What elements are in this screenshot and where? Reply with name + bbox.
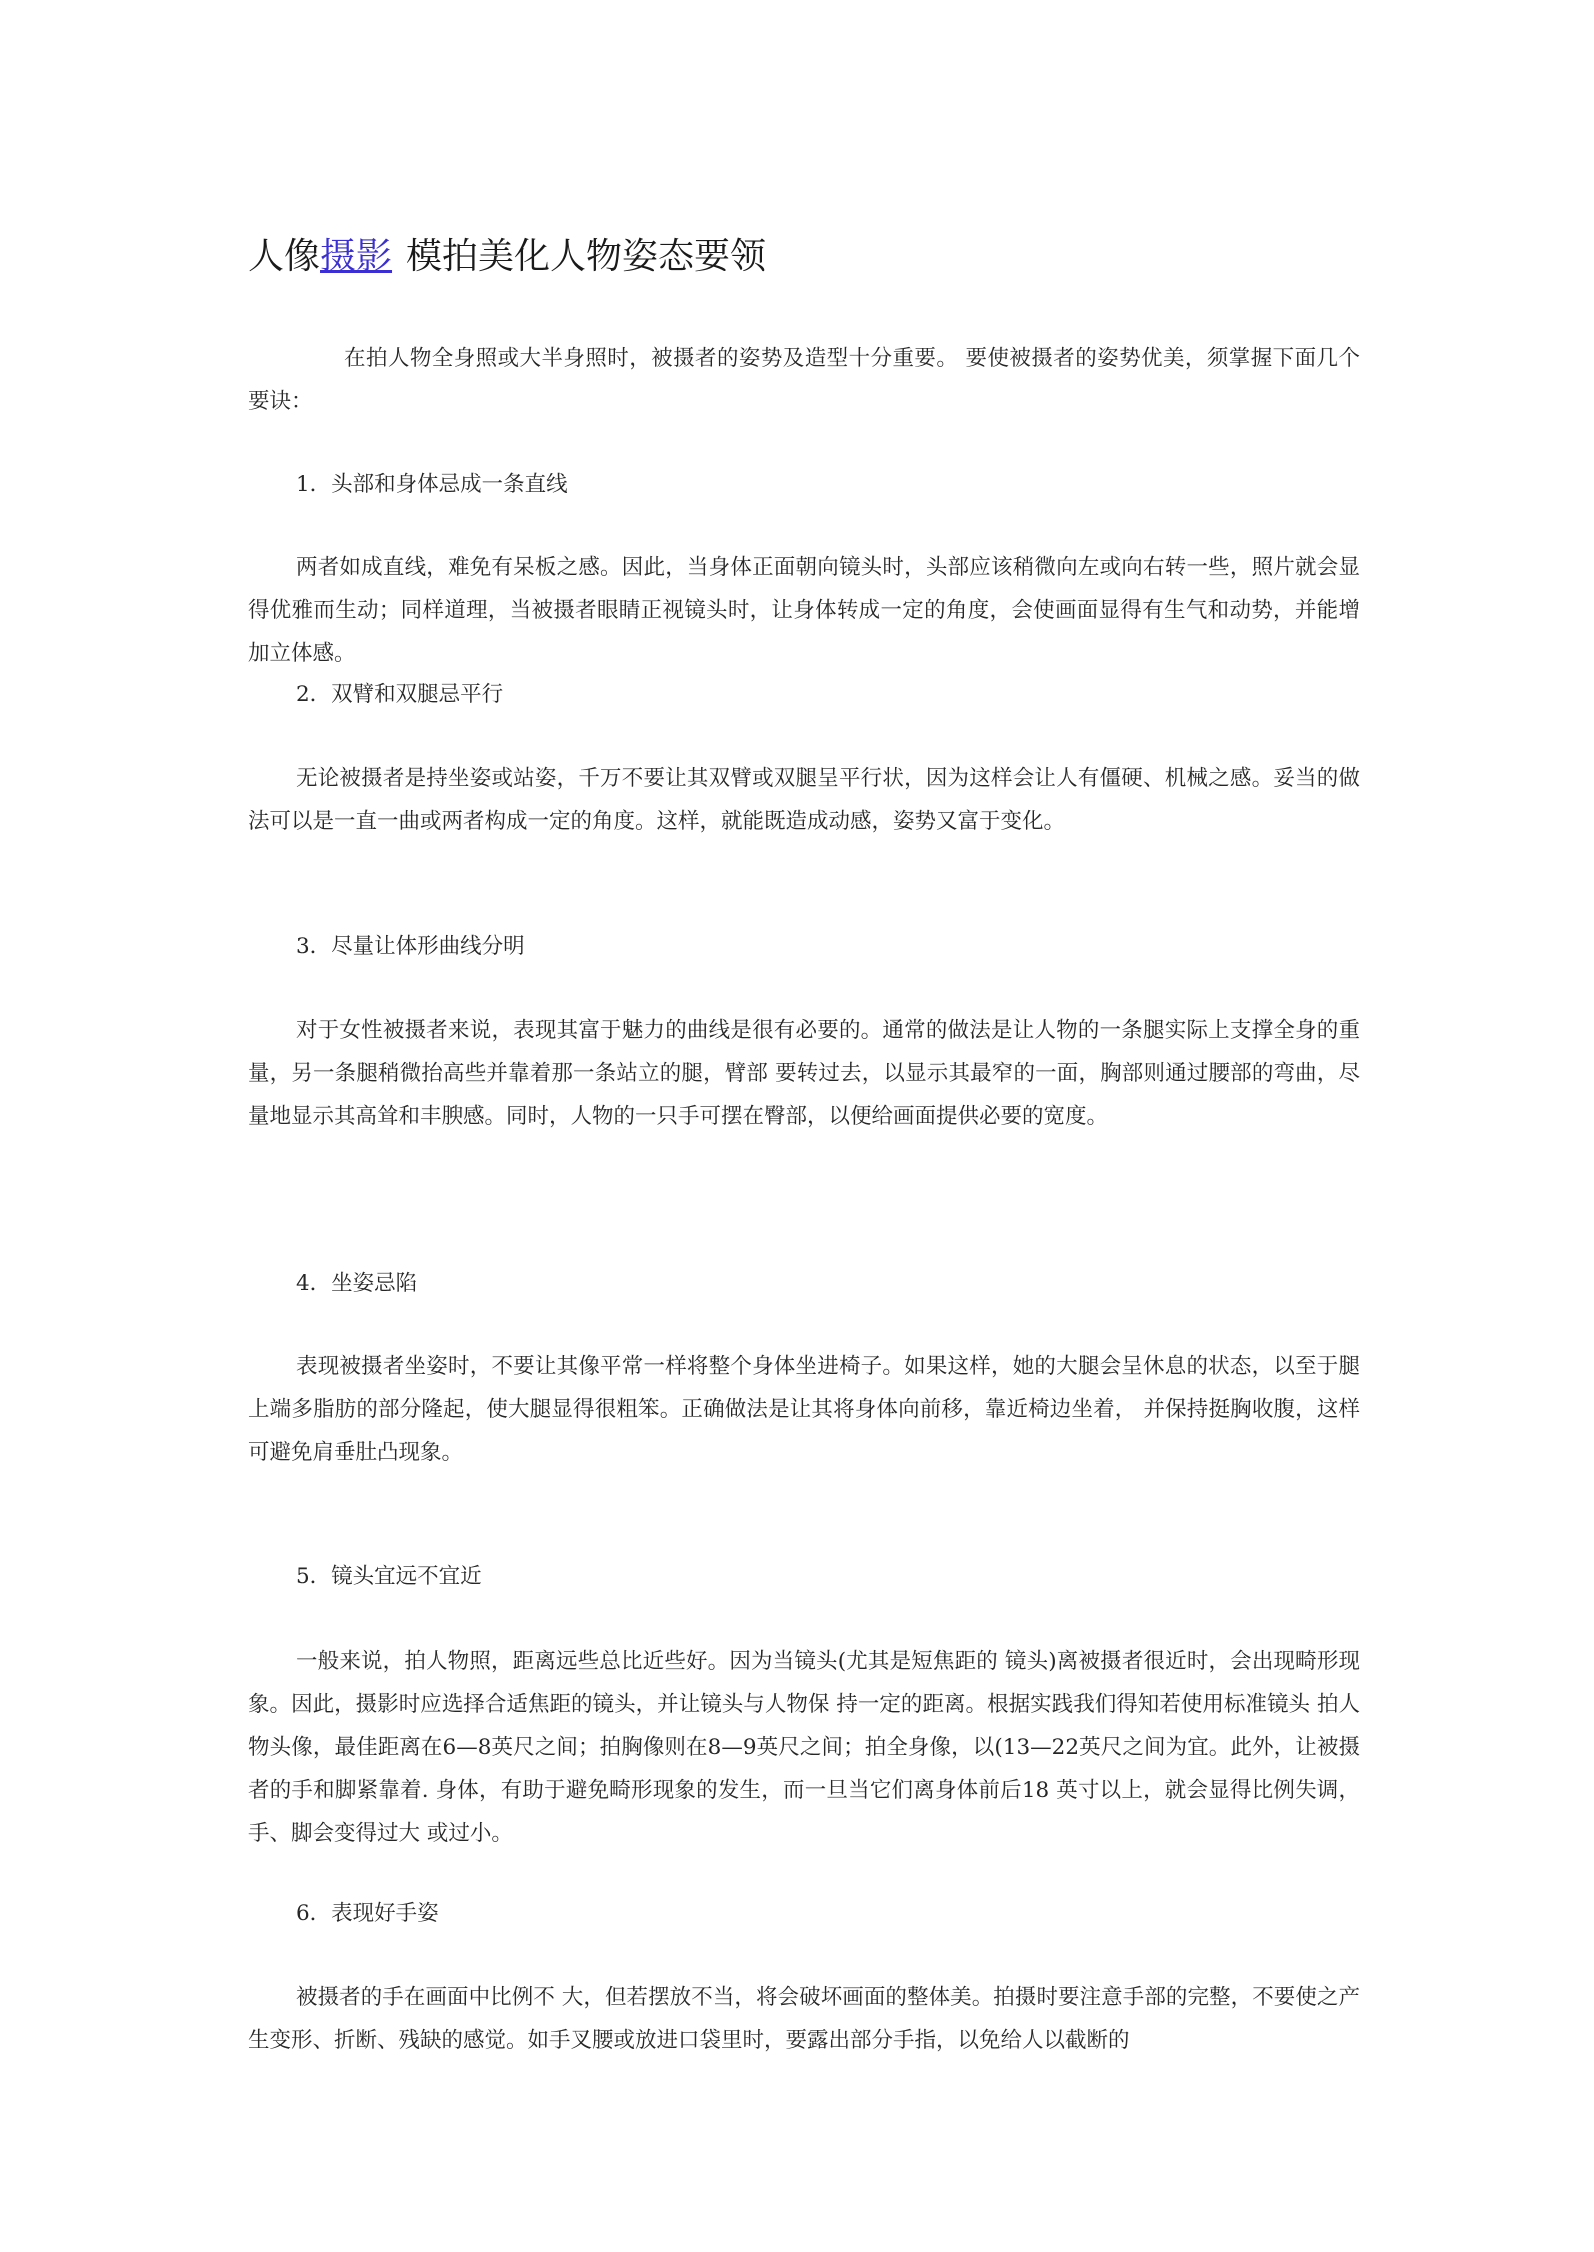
section-heading-4: 4．坐姿忌陷 <box>296 1271 418 1296</box>
title-suffix: 模拍美化人物姿态要领 <box>406 236 767 277</box>
section-body-6: 被摄者的手在画面中比例不 大，但若摆放不当，将会破坏画面的整体美。拍摄时要注意手部的完整，不要使之产生变形、折断、残缺的感觉。如手叉腰或放进口袋里时，要露出部分手指，以免给人以截断的 <box>248 1985 1360 2053</box>
section-heading-1: 1．头部和身体忌成一条直线 <box>296 472 568 497</box>
section-heading-5: 5．镜头宜远不宜近 <box>296 1564 482 1589</box>
section-body-1: 两者如成直线，难免有呆板之感。因此，当身体正面朝向镜头时，头部应该稍微向左或向右转一些，照片就会显得优雅而生动；同样道理，当被摄者眼睛正视镜头时，让身体转成一定的角度，会使画面显得有生气和动势，并能增加立体感。 <box>248 555 1360 666</box>
section-body-3: 对于女性被摄者来说，表现其富于魅力的曲线是很有必要的。通常的做法是让人物的一条腿实际上支撑全身的重量，另一条腿稍微抬高些并靠着那一条站立的腿，臂部 要转过去，以显示其最窄的一面，胸部则通过腰部的弯曲，尽量地显示其高耸和丰腴感。同时，人物的一只手可摆在臀部，以便给画面提供必要的宽度。 <box>248 1018 1360 1129</box>
section-body-2: 无论被摄者是持坐姿或站姿，千万不要让其双臂或双腿呈平行状，因为这样会让人有僵硬、机械之感。妥当的做法可以是一直一曲或两者构成一定的角度。这样，就能既造成动感，姿势又富于变化。 <box>248 766 1360 834</box>
section-heading-2: 2．双臂和双腿忌平行 <box>296 682 504 707</box>
title-prefix: 人像 <box>248 236 321 277</box>
section-body-4: 表现被摄者坐姿时，不要让其像平常一样将整个身体坐进椅子。如果这样，她的大腿会呈休息的状态，以至于腿上端多脂肪的部分隆起，使大腿显得很粗笨。正确做法是让其将身体向前移，靠近椅边坐着， 并保持挺胸收腹，这样可避免肩垂肚凸现象。 <box>248 1354 1360 1465</box>
section-heading-3: 3．尽量让体形曲线分明 <box>296 934 525 959</box>
intro-paragraph: 在拍人物全身照或大半身照时，被摄者的姿势及造型十分重要。 要使被摄者的姿势优美，须掌握下面几个要诀： <box>248 346 1360 414</box>
article-title <box>248 232 766 282</box>
section-heading-6: 6．表现好手姿 <box>296 1901 439 1926</box>
section-body-5: 一般来说，拍人物照，距离远些总比近些好。因为当镜头(尤其是短焦距的 镜头)离被摄者很近时，会出现畸形现象。因此，摄影时应选择合适焦距的镜头，并让镜头与人物保 持一定的距离。根据实践我们得知若使用标准镜头 拍人物头像，最佳距离在6—8英尺之间；拍胸像则在8—9英尺之间；拍全身像，以(13—22英尺之间为宜。此外，让被摄者的手和脚紧靠着. 身体，有助于避免畸形现象的发生，而一旦当它们离身体前后18 英寸以上，就会显得比例失调，手、脚会变得过大 或过小。 <box>248 1649 1360 1846</box>
photography-link[interactable]: 摄影 <box>320 236 393 277</box>
